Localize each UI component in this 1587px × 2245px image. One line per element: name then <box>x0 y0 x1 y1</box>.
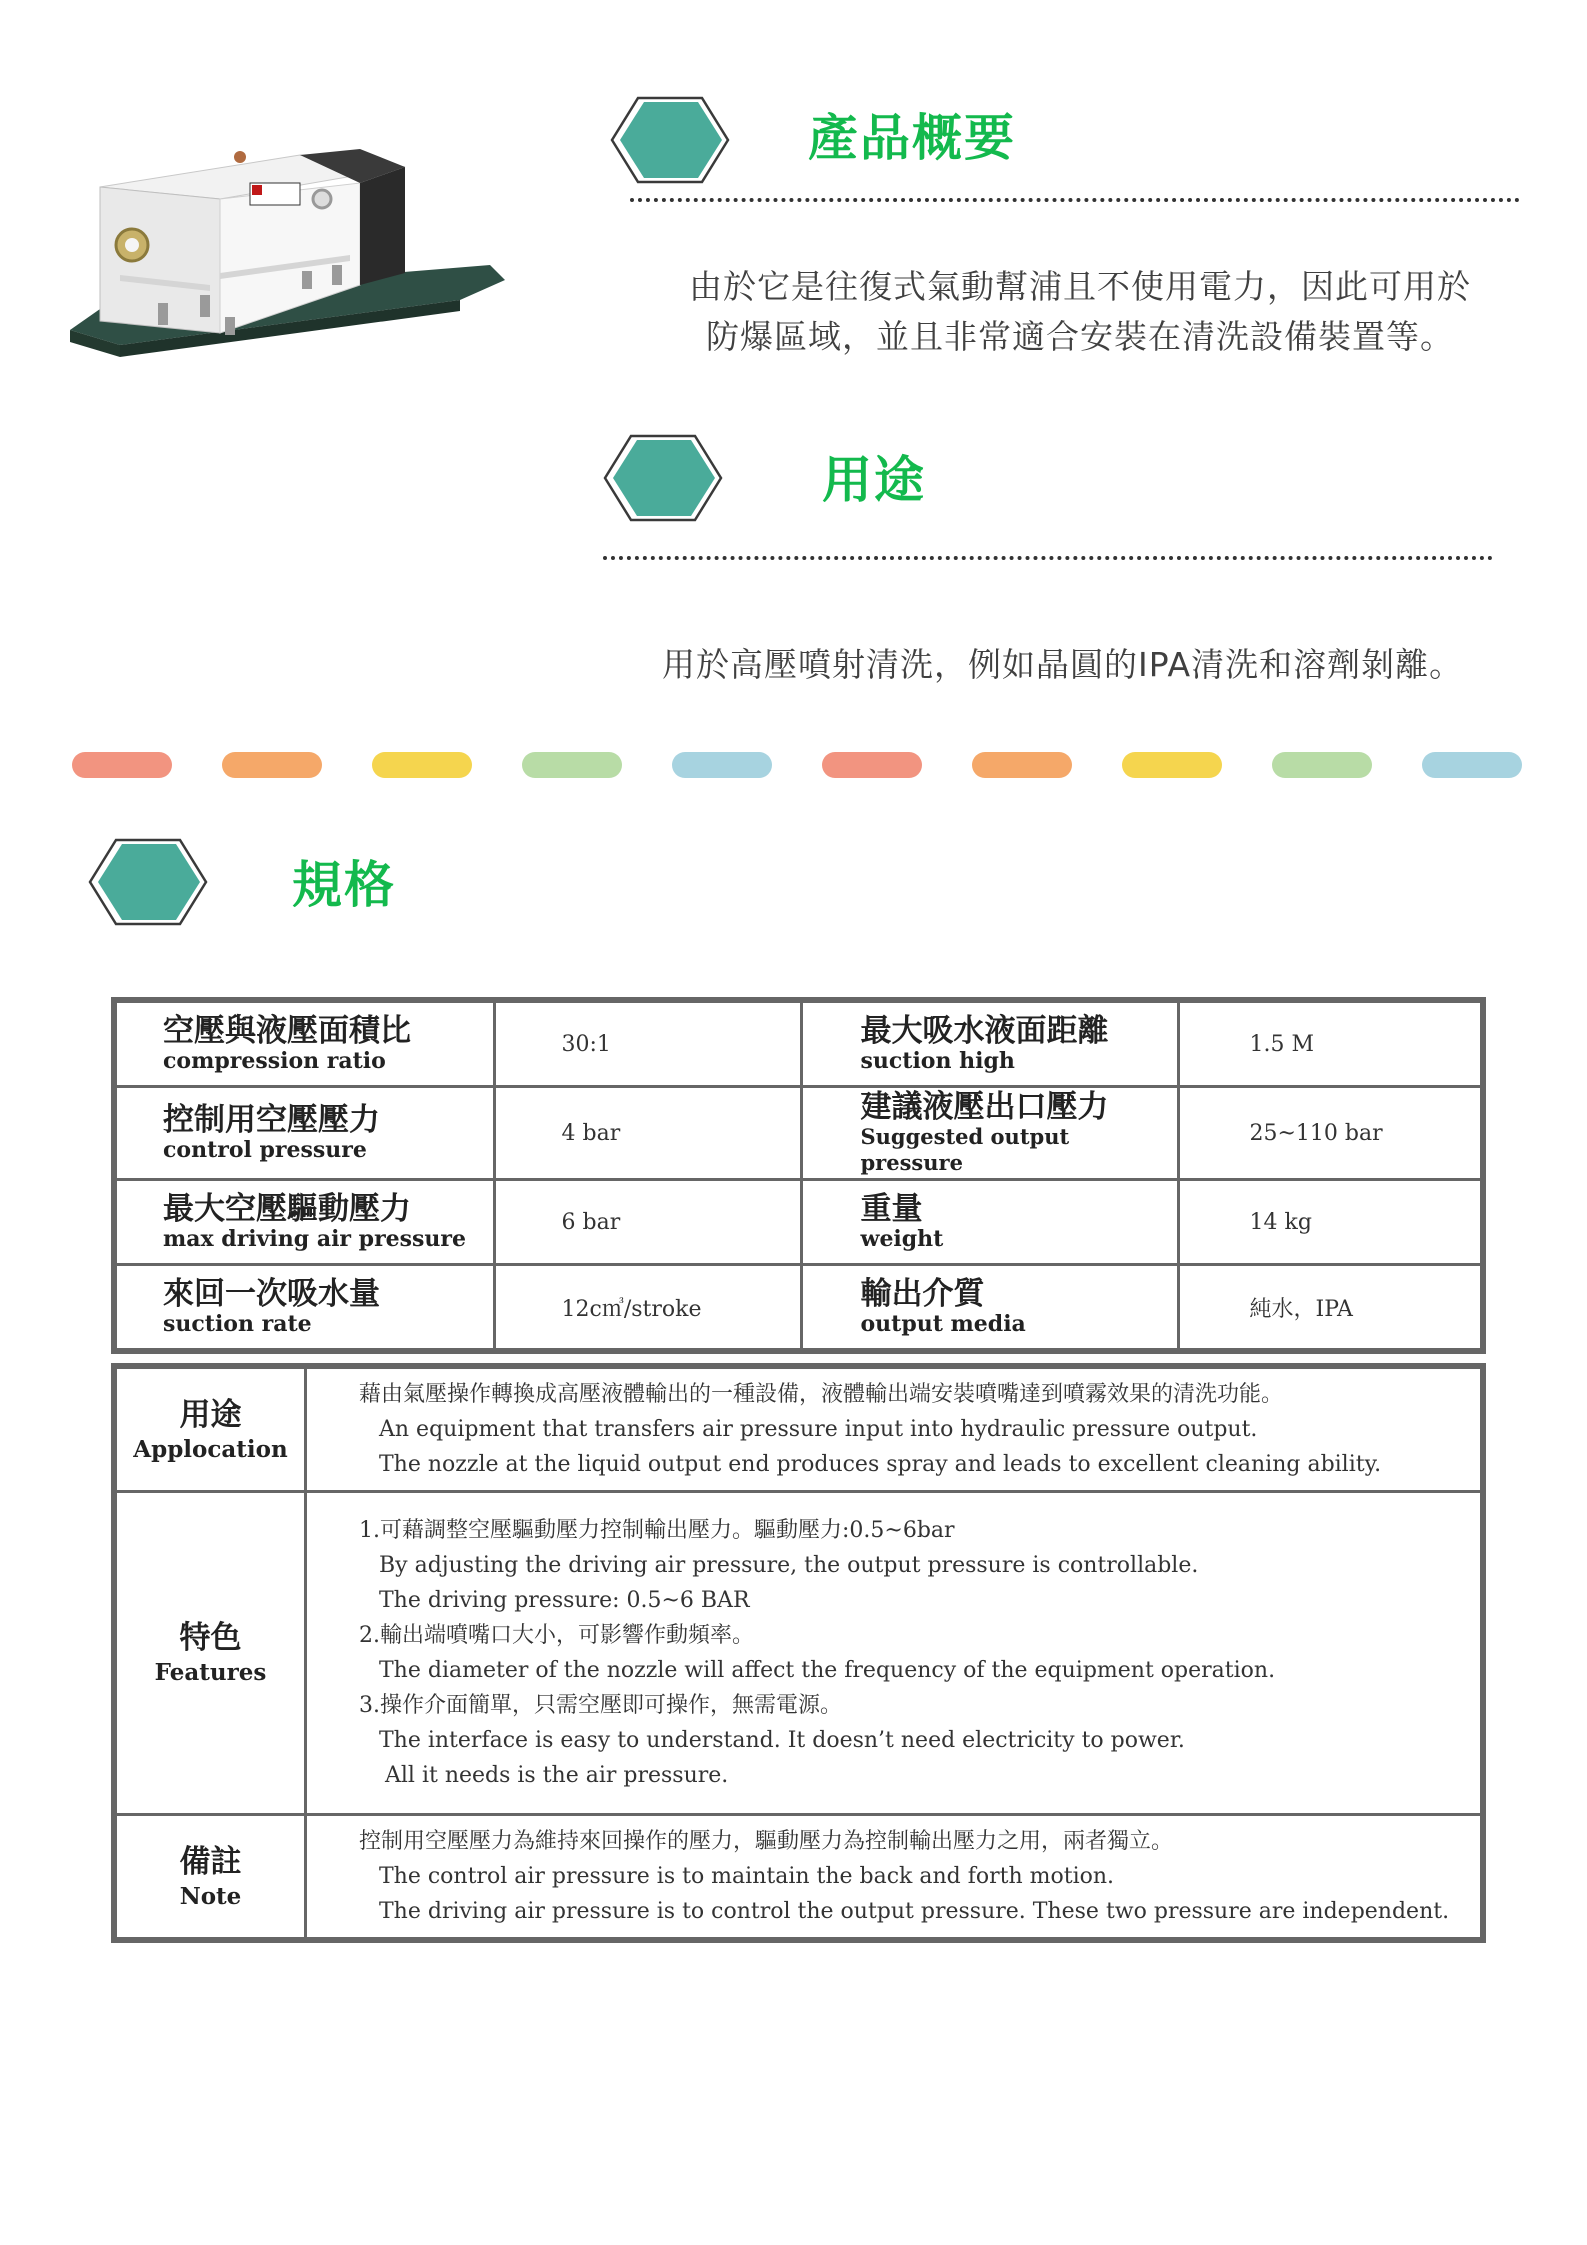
spec-label-zh: 最大吸水液面距離 <box>860 1013 1109 1049</box>
note-header-zh: 備註 <box>179 1843 242 1880</box>
spec-label <box>801 1087 1178 1180</box>
spec-label <box>801 1265 1178 1352</box>
usage-title: 用途 <box>822 451 926 509</box>
features-line: The diameter of the nozzle will affect the frequency of the equipment operation. <box>379 1658 1276 1683</box>
usage-divider <box>603 556 1493 560</box>
spec-label-zh: 控制用空壓壓力 <box>163 1102 380 1138</box>
spec-label-zh: 空壓與液壓面積比 <box>163 1013 411 1049</box>
features-line: The driving pressure: 0.5~6 BAR <box>379 1588 750 1613</box>
spec-value: 1.5 M <box>1178 1000 1483 1087</box>
spec-value: 30:1 <box>494 1000 801 1087</box>
features-line: By adjusting the driving air pressure, the output pressure is controllable. <box>379 1553 1199 1578</box>
spec-label-en: control pressure <box>163 1137 367 1163</box>
spec-label-en: compression ratio <box>163 1048 386 1074</box>
features-line: All it needs is the air pressure. <box>385 1763 729 1788</box>
decorative-pill <box>1122 752 1222 778</box>
spec-label-zh: 輸出介質 <box>860 1276 985 1312</box>
spec-label-zh: 重量 <box>860 1191 923 1227</box>
hexagon-icon <box>88 836 208 928</box>
application-content <box>306 1366 1484 1492</box>
spec-label-en: weight <box>860 1226 944 1252</box>
spec-label-zh: 建議液壓出口壓力 <box>860 1089 1109 1125</box>
overview-divider <box>630 198 1520 202</box>
features-header <box>114 1492 306 1815</box>
spec-value: 14 kg <box>1178 1180 1483 1265</box>
features-line: 1.可藉調整空壓驅動壓力控制輸出壓力。驅動壓力:0.5~6bar <box>359 1518 955 1543</box>
hexagon-icon <box>610 94 730 186</box>
spec-label-en: Suggested output pressure <box>860 1124 1070 1175</box>
decorative-pill <box>372 752 472 778</box>
spec-label <box>114 1265 494 1352</box>
features-content <box>306 1492 1484 1815</box>
features-line: The interface is easy to understand. It doesn’t need electricity to power. <box>379 1728 1185 1753</box>
features-header-zh: 特色 <box>179 1620 242 1656</box>
features-header-en: Features <box>154 1659 267 1686</box>
usage-text: 用於高壓噴射清洗，例如晶圓的IPA清洗和溶劑剝離。 <box>662 645 1464 684</box>
application-line: An equipment that transfers air pressure input into hydraulic pressure output. <box>379 1417 1258 1442</box>
spec-label-en: suction rate <box>163 1311 312 1337</box>
note-content <box>306 1815 1484 1941</box>
application-header <box>114 1366 306 1492</box>
overview-text-line2: 防爆區域，並且非常適合安裝在清洗設備裝置等。 <box>706 317 1454 356</box>
spec-label <box>114 1180 494 1265</box>
spec-label-en: output media <box>860 1311 1026 1337</box>
spec-title: 規格 <box>292 856 396 914</box>
spec-label <box>114 1087 494 1180</box>
spec-label-zh: 最大空壓驅動壓力 <box>163 1191 411 1227</box>
decorative-pill <box>522 752 622 778</box>
overview-text <box>640 262 1520 362</box>
spec-value: 12c㎥/stroke <box>494 1265 801 1352</box>
application-line: The nozzle at the liquid output end produces spray and leads to excellent cleaning ability. <box>379 1452 1382 1477</box>
spec-value: 純水，IPA <box>1178 1265 1483 1352</box>
note-line: 控制用空壓壓力為維持來回操作的壓力，驅動壓力為控制輸出壓力之用，兩者獨立。 <box>359 1829 1174 1854</box>
table-row <box>114 1000 1483 1087</box>
spec-label <box>801 1180 1178 1265</box>
features-line: 2.輸出端噴嘴口大小，可影響作動頻率。 <box>359 1623 754 1648</box>
table-row <box>114 1265 1483 1352</box>
application-header-en: Applocation <box>133 1435 288 1463</box>
decorative-pill <box>822 752 922 778</box>
spec-value: 25~110 bar <box>1178 1087 1483 1180</box>
overview-text-line1: 由於它是往復式氣動幫浦且不使用電力，因此可用於 <box>689 267 1471 306</box>
overview-title: 產品概要 <box>808 109 1016 167</box>
table-row <box>114 1492 1483 1815</box>
decorative-pill <box>222 752 322 778</box>
features-line: 3.操作介面簡單，只需空壓即可操作，無需電源。 <box>359 1693 842 1718</box>
decorative-pill <box>972 752 1072 778</box>
decorative-pill <box>72 752 172 778</box>
product-image <box>60 95 530 395</box>
table-row <box>114 1180 1483 1265</box>
hexagon-icon <box>603 432 723 524</box>
application-header-zh: 用途 <box>179 1396 242 1433</box>
table-row <box>114 1366 1483 1492</box>
decorative-pill <box>1422 752 1522 778</box>
decorative-pill <box>672 752 772 778</box>
spec-label-en: suction high <box>860 1048 1015 1074</box>
application-line: 藉由氣壓操作轉換成高壓液體輸出的一種設備，液體輸出端安裝噴嘴達到噴霧效果的清洗功能。 <box>359 1382 1284 1407</box>
spec-label-en: max driving air pressure <box>163 1226 467 1252</box>
note-line: The driving air pressure is to control the output pressure. These two pressure are independent. <box>379 1899 1450 1924</box>
decorative-pill <box>1272 752 1372 778</box>
table-row <box>114 1815 1483 1941</box>
note-header-en: Note <box>179 1882 242 1910</box>
spec-label <box>114 1000 494 1087</box>
note-line: The control air pressure is to maintain the back and forth motion. <box>379 1864 1115 1889</box>
spec-value: 4 bar <box>494 1087 801 1180</box>
spec-value: 6 bar <box>494 1180 801 1265</box>
table-row <box>114 1087 1483 1180</box>
spec-label <box>801 1000 1178 1087</box>
spec-table <box>111 997 1486 1354</box>
spec-label-zh: 來回一次吸水量 <box>163 1276 380 1312</box>
note-header <box>114 1815 306 1941</box>
info-table <box>111 1363 1486 1943</box>
